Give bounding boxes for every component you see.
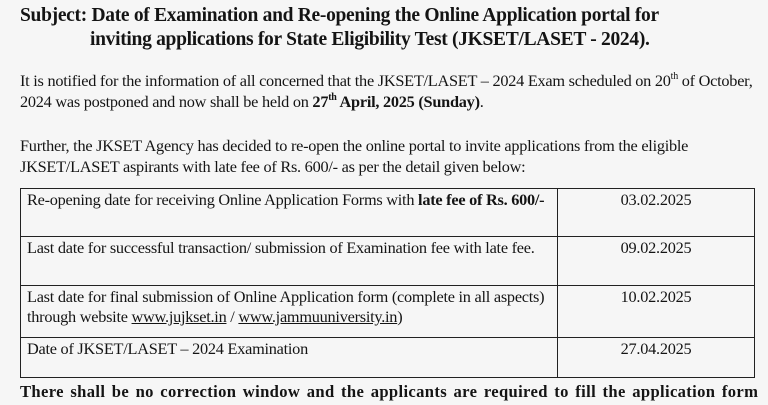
- link-separator: /: [226, 307, 239, 326]
- late-fee-text: late fee of Rs. 600/-: [418, 190, 545, 209]
- table-row: [21, 338, 755, 378]
- subject-line-1: Subject: Date of Examination and Re-opening the Online Application portal for: [20, 5, 659, 26]
- subject-line-2: inviting applications for State Eligibility Test (JKSET/LASET - 2024).: [90, 29, 650, 50]
- row-date: 10.02.2025: [558, 286, 755, 338]
- jujkset-website-link[interactable]: www.jujkset.in: [131, 307, 227, 326]
- portal-reopen-paragraph: Further, the JKSET Agency has decided to re-open the online portal to invite applications from the eligible JKSET/LASET aspirants with late fee of Rs. 600/- as per the detail given below:: [20, 136, 689, 176]
- correction-window-note: There shall be no correction window and the applicants are required to fill the application form: [20, 382, 759, 401]
- table-row: [21, 189, 755, 237]
- schedule-table: [20, 188, 755, 378]
- description-text: ): [397, 307, 403, 326]
- row-description: [21, 189, 558, 237]
- paragraph-text: of October, 2024 was postponed and now shall be held on: [20, 71, 753, 111]
- table-row: [21, 286, 755, 338]
- jammu-university-website-link[interactable]: www.jammuuniversity.in: [238, 307, 398, 326]
- row-description: Date of JKSET/LASET – 2024 Examination: [21, 338, 558, 378]
- ordinal-suffix: th: [670, 71, 678, 82]
- row-date: 03.02.2025: [558, 189, 755, 237]
- description-text: Last date for final submission of Online Application form (complete in all aspects) through website: [27, 287, 545, 326]
- new-exam-day: 27: [312, 92, 329, 111]
- row-description: [21, 286, 558, 338]
- new-exam-date: April, 2025 (Sunday): [336, 92, 480, 111]
- exam-postponement-paragraph: [20, 70, 760, 112]
- description-text: Re-opening date for receiving Online Application Forms with: [27, 190, 419, 209]
- row-description: Last date for successful transaction/ submission of Examination fee with late fee.: [21, 237, 558, 286]
- ordinal-suffix: th: [328, 92, 337, 103]
- paragraph-text: It is notified for the information of all concerned that the JKSET/LASET – 2024 Exam scheduled on 20: [20, 71, 671, 90]
- paragraph-text: .: [479, 92, 484, 111]
- row-date: 27.04.2025: [558, 338, 755, 378]
- table-row: [21, 237, 755, 286]
- row-date: 09.02.2025: [558, 237, 755, 286]
- subject-heading: [20, 4, 760, 52]
